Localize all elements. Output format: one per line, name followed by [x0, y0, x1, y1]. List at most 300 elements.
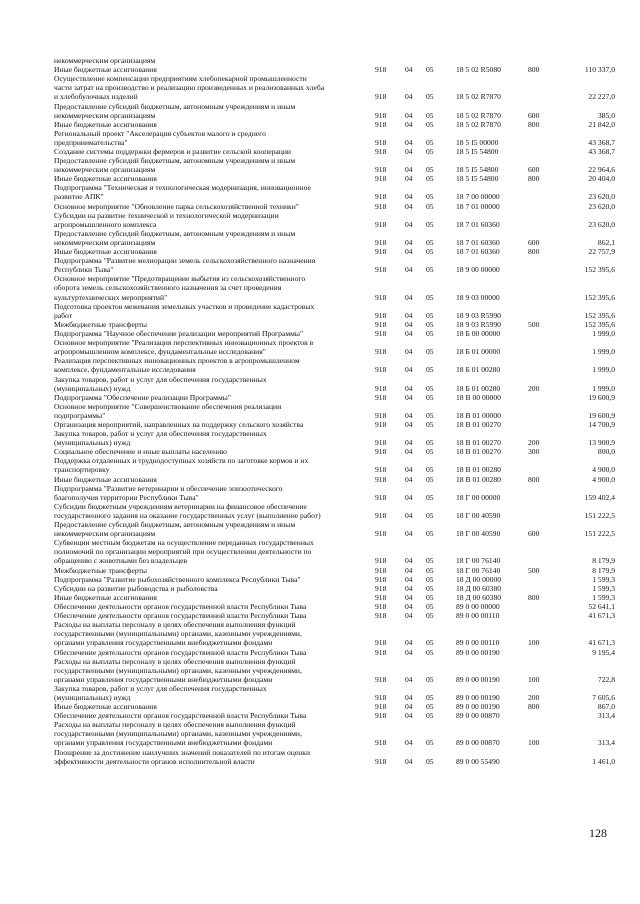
subsection-code-cell: 05	[426, 410, 434, 420]
target-article-cell: 18 5 02 R5080	[456, 65, 501, 75]
expense-type-cell: 800	[528, 119, 540, 129]
expense-type-cell: 600	[528, 165, 540, 175]
row-description	[54, 575, 362, 584]
table-row	[0, 356, 640, 374]
subsection-code-cell: 05	[426, 420, 434, 429]
subsection-code-cell: 05	[426, 65, 434, 75]
subsection-code-cell: 05	[426, 137, 434, 147]
description-line: работ	[54, 310, 73, 320]
description-line: Подпрограмма "Обеспечение реализации Программы"	[54, 392, 231, 402]
ministry-code-cell: 918	[375, 219, 387, 229]
target-article-cell: 18 В 01 00270	[456, 420, 501, 429]
target-article-cell: 89 0 00 00000	[456, 602, 500, 611]
ministry-code-cell: 918	[375, 638, 387, 648]
section-code-cell: 04	[405, 510, 413, 520]
subsection-code-cell: 05	[426, 438, 434, 448]
section-code-cell: 04	[405, 319, 413, 329]
row-description	[54, 611, 362, 620]
target-article-cell: 18 В 01 00270	[456, 447, 501, 457]
description-line: агропромышленного комплекса	[54, 219, 157, 229]
table-row	[0, 538, 640, 565]
description-line: Создание системы поддержки фермеров и развитие сельской кооперации	[54, 147, 291, 156]
subsection-code-cell: 05	[426, 702, 434, 712]
ministry-code-cell: 918	[375, 529, 387, 539]
subsection-code-cell: 05	[426, 647, 434, 657]
table-row	[0, 183, 640, 201]
expense-type-cell: 800	[528, 174, 540, 184]
subsection-code-cell: 05	[426, 738, 434, 748]
table-row	[0, 320, 640, 329]
section-code-cell: 04	[405, 292, 413, 302]
description-line: Подпрограмма "Научное обеспечение реализации мероприятий Программы"	[54, 329, 304, 338]
amount-cell: 1 599,3	[592, 574, 615, 584]
ministry-code-cell: 918	[375, 347, 387, 357]
expense-type-cell: 600	[528, 237, 540, 247]
ministry-code-cell: 918	[375, 592, 387, 602]
ministry-code-cell: 918	[375, 265, 387, 275]
target-article-cell: 89 0 00 00110	[456, 611, 500, 621]
description-line: культуртехнических мероприятий"	[54, 292, 168, 302]
target-article-cell: 89 0 00 00190	[456, 647, 500, 657]
expense-type-cell: 600	[528, 110, 540, 120]
table-row	[0, 748, 640, 766]
description-line: органами управления государственными внебюджетными фондами	[54, 674, 273, 684]
expense-type-cell: 100	[528, 638, 540, 648]
table-row	[0, 502, 640, 520]
row-description	[54, 720, 362, 747]
subsection-code-cell: 05	[426, 611, 434, 621]
ministry-code-cell: 918	[375, 383, 387, 393]
description-line: Обеспечение деятельности органов государственной власти Республики Тыва	[54, 711, 307, 721]
amount-cell: 152 395,6	[584, 310, 615, 320]
table-row	[0, 402, 640, 420]
row-description	[54, 147, 362, 156]
row-description	[54, 56, 362, 65]
amount-cell: 4 900,0	[592, 465, 615, 475]
description-line: органами управления государственными внебюджетными фондами	[54, 738, 273, 748]
description-line: развитие АПК"	[54, 192, 104, 202]
row-description	[54, 229, 362, 247]
section-code-cell: 04	[405, 756, 413, 766]
amount-cell: 1 999,0	[592, 347, 615, 357]
ministry-code-cell: 918	[375, 237, 387, 247]
description-line: Подпрограмма "Техническая и технологическая модернизация, инновационное	[54, 183, 311, 193]
description-line: Субсидии на развитие рыбоводства и рыболовства	[54, 583, 218, 593]
subsection-code-cell: 05	[426, 492, 434, 502]
ministry-code-cell: 918	[375, 329, 387, 338]
row-description	[54, 247, 362, 256]
description-line: обращению с животными без владельцев	[54, 556, 188, 566]
description-line: Иные бюджетные ассигнования	[54, 119, 157, 129]
target-article-cell: 18 5 I5 00000	[456, 137, 499, 147]
description-line: органами управления государственными внебюджетными фондами	[54, 638, 273, 648]
subsection-code-cell: 05	[426, 165, 434, 175]
row-description	[54, 274, 362, 301]
table-row	[0, 147, 640, 156]
subsection-code-cell: 05	[426, 565, 434, 575]
section-code-cell: 04	[405, 602, 413, 611]
target-article-cell: 18 5 02 R7870	[456, 92, 501, 102]
target-article-cell: 18 Г 00 00000	[456, 492, 501, 502]
table-row	[0, 611, 640, 620]
section-code-cell: 04	[405, 529, 413, 539]
table-row	[0, 247, 640, 256]
description-line: Поддержка отдаленных и труднодоступных хозяйств по заготовке кормов и их	[54, 456, 309, 466]
table-row	[0, 302, 640, 320]
table-row	[0, 229, 640, 247]
ministry-code-cell: 918	[375, 192, 387, 202]
target-article-cell: 18 Г 00 40590	[456, 529, 501, 539]
amount-cell: 41 671,3	[588, 611, 615, 621]
ministry-code-cell: 918	[375, 611, 387, 621]
description-line: Социальное обеспечение и иные выплаты населению	[54, 447, 227, 457]
target-article-cell: 18 Д 00 60380	[456, 583, 502, 593]
row-description	[54, 329, 362, 338]
section-code-cell: 04	[405, 583, 413, 593]
ministry-code-cell: 918	[375, 756, 387, 766]
table-row	[0, 102, 640, 120]
target-article-cell: 18 5 I5 54800	[456, 147, 499, 156]
row-description	[54, 711, 362, 720]
description-line: (муниципальных) нужд	[54, 438, 131, 448]
section-code-cell: 04	[405, 465, 413, 475]
ministry-code-cell: 918	[375, 492, 387, 502]
section-code-cell: 04	[405, 219, 413, 229]
table-row	[0, 648, 640, 657]
description-line: и хлебобулочных изделий	[54, 92, 138, 102]
description-line: Основное мероприятие "Реализация перспективных инновационных проектов в	[54, 338, 314, 348]
description-line: Осуществление компенсации предприятиям хлебопекарной промышленности	[54, 74, 307, 84]
description-line: Предоставление субсидий бюджетным, автономным учреждениям и иным	[54, 101, 296, 111]
ministry-code-cell: 918	[375, 319, 387, 329]
description-line: некоммерческим организациям	[54, 56, 156, 65]
table-row	[0, 338, 640, 356]
expense-type-cell: 500	[528, 565, 540, 575]
section-code-cell: 04	[405, 119, 413, 129]
amount-cell: 22 757,9	[588, 247, 615, 257]
ministry-code-cell: 918	[375, 201, 387, 211]
amount-cell: 20 404,0	[588, 174, 615, 184]
amount-cell: 800,0	[597, 447, 615, 457]
target-article-cell: 89 0 00 00110	[456, 638, 500, 648]
subsection-code-cell: 05	[426, 529, 434, 539]
subsection-code-cell: 05	[426, 192, 434, 202]
row-description	[54, 129, 362, 147]
amount-cell: 862,1	[597, 237, 615, 247]
row-description	[54, 256, 362, 274]
row-description	[54, 584, 362, 593]
table-row	[0, 274, 640, 301]
table-row	[0, 584, 640, 593]
ministry-code-cell: 918	[375, 438, 387, 448]
subsection-code-cell: 05	[426, 319, 434, 329]
section-code-cell: 04	[405, 638, 413, 648]
description-line: Субсидии на развитие технической и технологической модернизации	[54, 210, 279, 220]
table-row	[0, 520, 640, 538]
subsection-code-cell: 05	[426, 474, 434, 484]
subsection-code-cell: 05	[426, 119, 434, 129]
amount-cell: 313,4	[597, 738, 615, 748]
table-row	[0, 456, 640, 474]
description-line: Иные бюджетные ассигнования	[54, 592, 157, 602]
table-row	[0, 65, 640, 74]
row-description	[54, 120, 362, 129]
subsection-code-cell: 05	[426, 365, 434, 375]
description-line: комплексе, фундаментальные исследования	[54, 365, 196, 375]
description-line: Организация мероприятий, направленных на поддержку сельского хозяйства	[54, 420, 304, 429]
section-code-cell: 04	[405, 410, 413, 420]
target-article-cell: 18 Г 00 76140	[456, 556, 501, 566]
row-description	[54, 520, 362, 538]
table-row	[0, 593, 640, 602]
amount-cell: 9 195,4	[592, 647, 615, 657]
subsection-code-cell: 05	[426, 310, 434, 320]
ministry-code-cell: 918	[375, 447, 387, 457]
section-code-cell: 04	[405, 110, 413, 120]
amount-cell: 722,8	[597, 674, 615, 684]
section-code-cell: 04	[405, 474, 413, 484]
section-code-cell: 04	[405, 265, 413, 275]
description-line: Иные бюджетные ассигнования	[54, 65, 157, 75]
description-line: Предоставление субсидий бюджетным, автономным учреждениям и иным	[54, 156, 296, 166]
target-article-cell: 18 Б 01 00280	[456, 365, 501, 375]
table-row	[0, 74, 640, 101]
row-description	[54, 174, 362, 183]
description-line: (муниципальных) нужд	[54, 383, 131, 393]
section-code-cell: 04	[405, 201, 413, 211]
target-article-cell: 18 9 00 00000	[456, 265, 500, 275]
description-line: государственными (муниципальными) органами, казенными учреждениями,	[54, 629, 302, 639]
row-description	[54, 566, 362, 575]
ministry-code-cell: 918	[375, 365, 387, 375]
target-article-cell: 18 5 02 R7870	[456, 119, 501, 129]
subsection-code-cell: 05	[426, 392, 434, 402]
row-description	[54, 320, 362, 329]
subsection-code-cell: 05	[426, 329, 434, 338]
description-line: Основное мероприятие "Предотвращение выбытия из сельскохозяйственного	[54, 274, 306, 284]
amount-cell: 151 222,5	[584, 510, 615, 520]
expense-type-cell: 200	[528, 383, 540, 393]
section-code-cell: 04	[405, 365, 413, 375]
row-description	[54, 602, 362, 611]
target-article-cell: 89 0 00 00190	[456, 674, 500, 684]
subsection-code-cell: 05	[426, 174, 434, 184]
amount-cell: 13 900,9	[588, 438, 615, 448]
description-line: благополучия территории Республики Тыва"	[54, 492, 199, 502]
row-description	[54, 684, 362, 702]
description-line: Субсидии бюджетным учреждениям ветеринарии на финансовое обеспечение	[54, 501, 307, 511]
table-row	[0, 256, 640, 274]
table-row	[0, 447, 640, 456]
table-row	[0, 393, 640, 402]
amount-cell: 22 227,0	[588, 92, 615, 102]
table-row	[0, 711, 640, 720]
target-article-cell: 18 Д 00 60380	[456, 592, 502, 602]
table-row	[0, 620, 640, 647]
description-line: Межбюджетные трансферты	[54, 565, 147, 575]
description-line: Расходы на выплаты персоналу в целях обеспечения выполнения функций	[54, 620, 296, 630]
subsection-code-cell: 05	[426, 574, 434, 584]
subsection-code-cell: 05	[426, 110, 434, 120]
row-description	[54, 593, 362, 602]
description-line: Подпрограмма "Развитие рыбохозяйственного комплекса Республики Тыва"	[54, 574, 301, 584]
row-description	[54, 475, 362, 484]
row-description	[54, 538, 362, 565]
description-line: транспортировку	[54, 465, 110, 475]
ministry-code-cell: 918	[375, 692, 387, 702]
amount-cell: 1 999,0	[592, 365, 615, 375]
section-code-cell: 04	[405, 329, 413, 338]
description-line: Предоставление субсидий бюджетным, автономным учреждениям и иным	[54, 520, 296, 530]
target-article-cell: 18 5 I5 54800	[456, 165, 499, 175]
target-article-cell: 18 7 01 00000	[456, 201, 500, 211]
section-code-cell: 04	[405, 492, 413, 502]
expense-type-cell: 200	[528, 438, 540, 448]
target-article-cell: 18 5 02 R7870	[456, 110, 501, 120]
amount-cell: 1 599,3	[592, 592, 615, 602]
amount-cell: 313,4	[597, 711, 615, 721]
row-description	[54, 156, 362, 174]
row-description	[54, 748, 362, 766]
amount-cell: 867,0	[597, 702, 615, 712]
target-article-cell: 18 9 03 R5990	[456, 310, 501, 320]
amount-cell: 23 620,0	[588, 192, 615, 202]
amount-cell: 1 461,0	[592, 756, 615, 766]
subsection-code-cell: 05	[426, 265, 434, 275]
table-row	[0, 720, 640, 747]
target-article-cell: 18 9 03 R5990	[456, 319, 501, 329]
ministry-code-cell: 918	[375, 165, 387, 175]
section-code-cell: 04	[405, 347, 413, 357]
subsection-code-cell: 05	[426, 292, 434, 302]
amount-cell: 43 368,7	[588, 137, 615, 147]
row-description	[54, 302, 362, 320]
description-line: некоммерческим организациям	[54, 237, 156, 247]
description-line: предпринимательства"	[54, 137, 128, 147]
expense-type-cell: 300	[528, 447, 540, 457]
target-article-cell: 89 0 00 00870	[456, 738, 500, 748]
description-line: Региональный проект "Акселерация субъектов малого и среднего	[54, 128, 266, 138]
subsection-code-cell: 05	[426, 583, 434, 593]
description-line: подпрограммы"	[54, 410, 106, 420]
table-row	[0, 120, 640, 129]
target-article-cell: 18 Б 01 00000	[456, 347, 501, 357]
amount-cell: 21 842,0	[588, 119, 615, 129]
description-line: Обеспечение деятельности органов государственной власти Республики Тыва	[54, 647, 307, 657]
amount-cell: 14 700,9	[588, 420, 615, 429]
target-article-cell: 18 Г 00 40590	[456, 510, 501, 520]
table-row	[0, 566, 640, 575]
target-article-cell: 18 Б 01 00280	[456, 383, 501, 393]
target-article-cell: 18 В 01 00000	[456, 410, 501, 420]
row-description	[54, 620, 362, 647]
section-code-cell: 04	[405, 192, 413, 202]
amount-cell: 41 671,3	[588, 638, 615, 648]
amount-cell: 52 641,1	[588, 602, 615, 611]
description-line: Расходы на выплаты персоналу в целях обеспечения выполнения функций	[54, 720, 296, 730]
section-code-cell: 04	[405, 310, 413, 320]
amount-cell: 8 179,9	[592, 556, 615, 566]
description-line: Основное мероприятие "Совершенствование обеспечения реализации	[54, 401, 282, 411]
table-row	[0, 156, 640, 174]
row-description	[54, 356, 362, 374]
amount-cell: 23 620,0	[588, 201, 615, 211]
ministry-code-cell: 918	[375, 711, 387, 721]
row-description	[54, 102, 362, 120]
amount-cell: 110 337,0	[584, 65, 615, 75]
description-line: Закупка товаров, работ и услуг для обеспечения государственных	[54, 429, 267, 439]
ministry-code-cell: 918	[375, 110, 387, 120]
ministry-code-cell: 918	[375, 738, 387, 748]
section-code-cell: 04	[405, 147, 413, 156]
target-article-cell: 18 Б 00 00000	[456, 329, 501, 338]
subsection-code-cell: 05	[426, 592, 434, 602]
amount-cell: 23 620,0	[588, 219, 615, 229]
table-row	[0, 575, 640, 584]
subsection-code-cell: 05	[426, 219, 434, 229]
table-row	[0, 475, 640, 484]
section-code-cell: 04	[405, 174, 413, 184]
ministry-code-cell: 918	[375, 674, 387, 684]
row-description	[54, 456, 362, 474]
amount-cell: 152 395,6	[584, 265, 615, 275]
description-line: Реализация перспективных инновационных проектов в агропромышленном	[54, 356, 300, 366]
target-article-cell: 18 7 01 60360	[456, 237, 500, 247]
amount-cell: 19 600,9	[588, 392, 615, 402]
target-article-cell: 89 0 00 55490	[456, 756, 500, 766]
subsection-code-cell: 05	[426, 237, 434, 247]
ministry-code-cell: 918	[375, 565, 387, 575]
description-line: Межбюджетные трансферты	[54, 319, 147, 329]
section-code-cell: 04	[405, 711, 413, 721]
amount-cell: 1 999,0	[592, 383, 615, 393]
description-line: Основное мероприятие "Обновление парка сельскохозяйственной техники"	[54, 201, 299, 211]
expense-type-cell: 800	[528, 702, 540, 712]
subsection-code-cell: 05	[426, 692, 434, 702]
section-code-cell: 04	[405, 247, 413, 257]
subsection-code-cell: 05	[426, 756, 434, 766]
expense-type-cell: 800	[528, 592, 540, 602]
table-row	[0, 702, 640, 711]
row-description	[54, 65, 362, 74]
row-description	[54, 420, 362, 429]
description-line: Республики Тыва"	[54, 265, 114, 275]
description-line: Иные бюджетные ассигнования	[54, 247, 157, 257]
row-description	[54, 648, 362, 657]
description-line: некоммерческим организациям	[54, 165, 156, 175]
description-line: Обеспечение деятельности органов государственной власти Республики Тыва	[54, 602, 307, 611]
section-code-cell: 04	[405, 447, 413, 457]
subsection-code-cell: 05	[426, 347, 434, 357]
expense-type-cell: 200	[528, 692, 540, 702]
description-line: Обеспечение деятельности органов государственной власти Республики Тыва	[54, 611, 307, 621]
expense-type-cell: 800	[528, 65, 540, 75]
ministry-code-cell: 918	[375, 602, 387, 611]
ministry-code-cell: 918	[375, 137, 387, 147]
row-description	[54, 211, 362, 229]
subsection-code-cell: 05	[426, 147, 434, 156]
section-code-cell: 04	[405, 738, 413, 748]
amount-cell: 4 900,0	[592, 474, 615, 484]
target-article-cell: 18 В 01 00280	[456, 474, 501, 484]
section-code-cell: 04	[405, 392, 413, 402]
amount-cell: 1 999,0	[592, 329, 615, 338]
section-code-cell: 04	[405, 137, 413, 147]
table-row	[0, 202, 640, 211]
table-row	[0, 329, 640, 338]
ministry-code-cell: 918	[375, 556, 387, 566]
row-description	[54, 657, 362, 684]
